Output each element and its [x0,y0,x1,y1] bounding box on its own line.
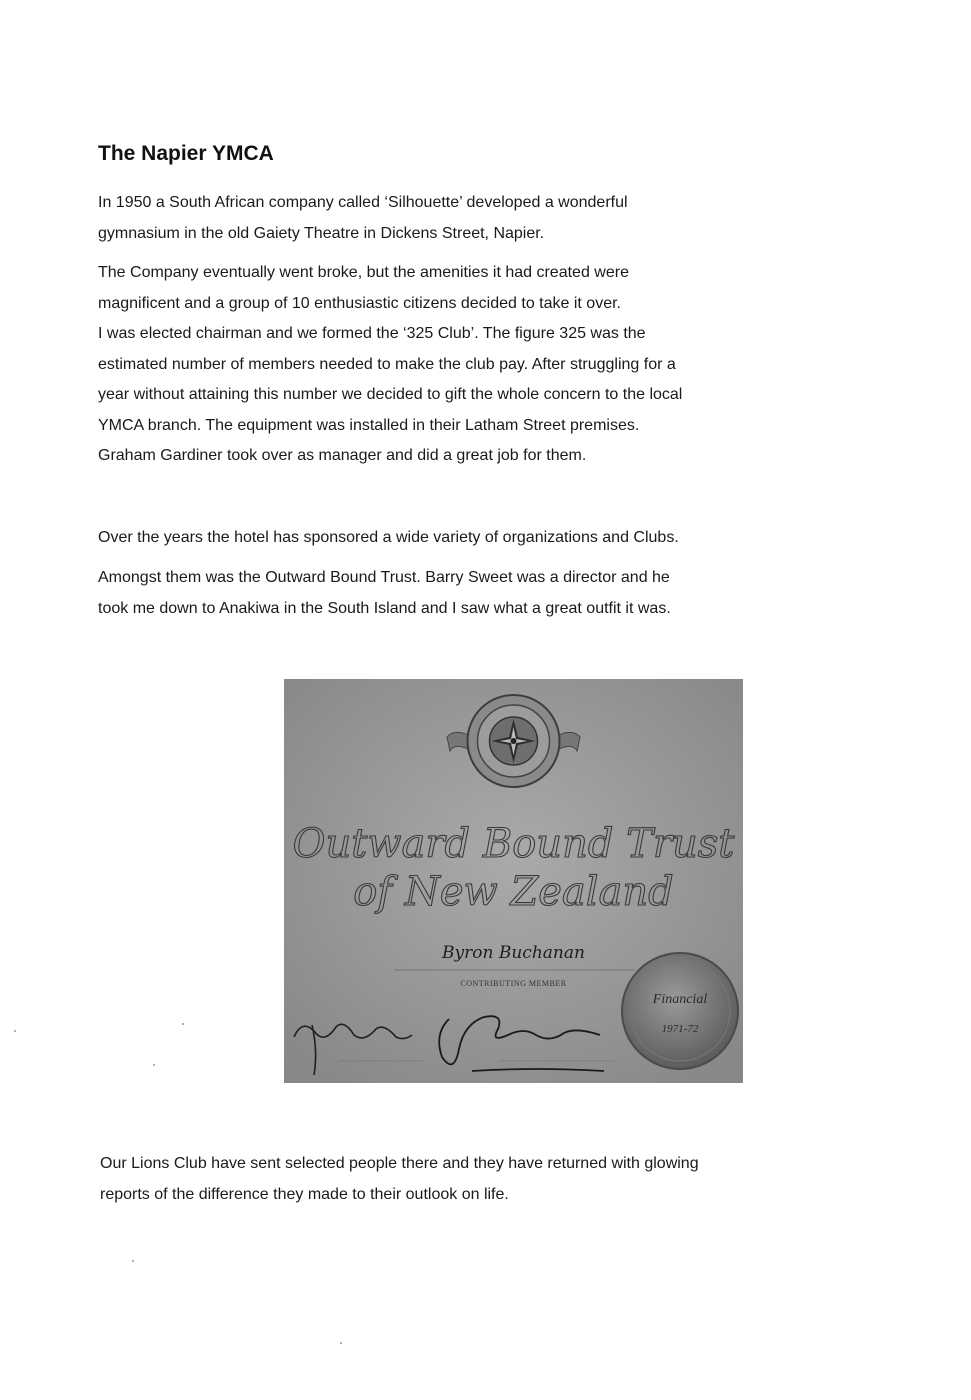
scan-speck [340,1342,342,1344]
certificate-image [284,679,743,1083]
seal-year: 1971-72 [661,1023,699,1035]
financial-seal-icon [622,953,738,1069]
paragraph-sponsorship [98,523,818,554]
text-line: gymnasium in the old Gaiety Theatre in Dickens Street, Napier. [98,224,545,242]
text-line: took me down to Anakiwa in the South Island and I saw what a great outfit it was. [98,599,671,617]
text-line: I was elected chairman and we formed the ‘325 Club’. The figure 325 was the [98,325,646,342]
paragraph-lions-club [100,1149,820,1210]
page-title: The Napier YMCA [98,142,274,165]
paragraph-outward-bound [98,563,818,624]
paragraph-325-club [98,258,818,472]
text-line: Graham Gardiner took over as manager and did a great job for them. [98,447,587,464]
certificate-heading-line1: Outward Bound Trust [292,821,735,867]
certificate-heading-line2: of New Zealand [353,869,674,915]
text-line: magnificent and a group of 10 enthusiastic citizens decided to take it over. [98,294,621,312]
text-line: reports of the difference they made to their outlook on life. [100,1185,509,1203]
text-line: Our Lions Club have sent selected people there and they have returned with glowing [100,1155,699,1172]
text-line: year without attaining this number we decided to gift the whole concern to the local [98,386,683,403]
seal-label: Financial [652,992,708,1007]
scan-speck [153,1064,155,1066]
text-line: estimated number of members needed to make the club pay. After struggling for a [98,355,676,373]
scan-speck [14,1030,16,1032]
scan-speck [182,1023,184,1025]
text-line: In 1950 a South African company called ‘Silhouette’ developed a wonderful [98,194,628,211]
text-line: The Company eventually went broke, but the amenities it had created were [98,264,629,281]
text-line: YMCA branch. The equipment was installed in their Latham Street premises. [98,416,640,434]
member-type: CONTRIBUTING MEMBER [460,979,567,988]
scan-speck [132,1260,134,1262]
member-name: Byron Buchanan [442,943,585,963]
paragraph-silhouette [98,188,818,249]
text-line: Over the years the hotel has sponsored a wide variety of organizations and Clubs. [98,529,679,546]
text-line: Amongst them was the Outward Bound Trust. Barry Sweet was a director and he [98,569,670,586]
